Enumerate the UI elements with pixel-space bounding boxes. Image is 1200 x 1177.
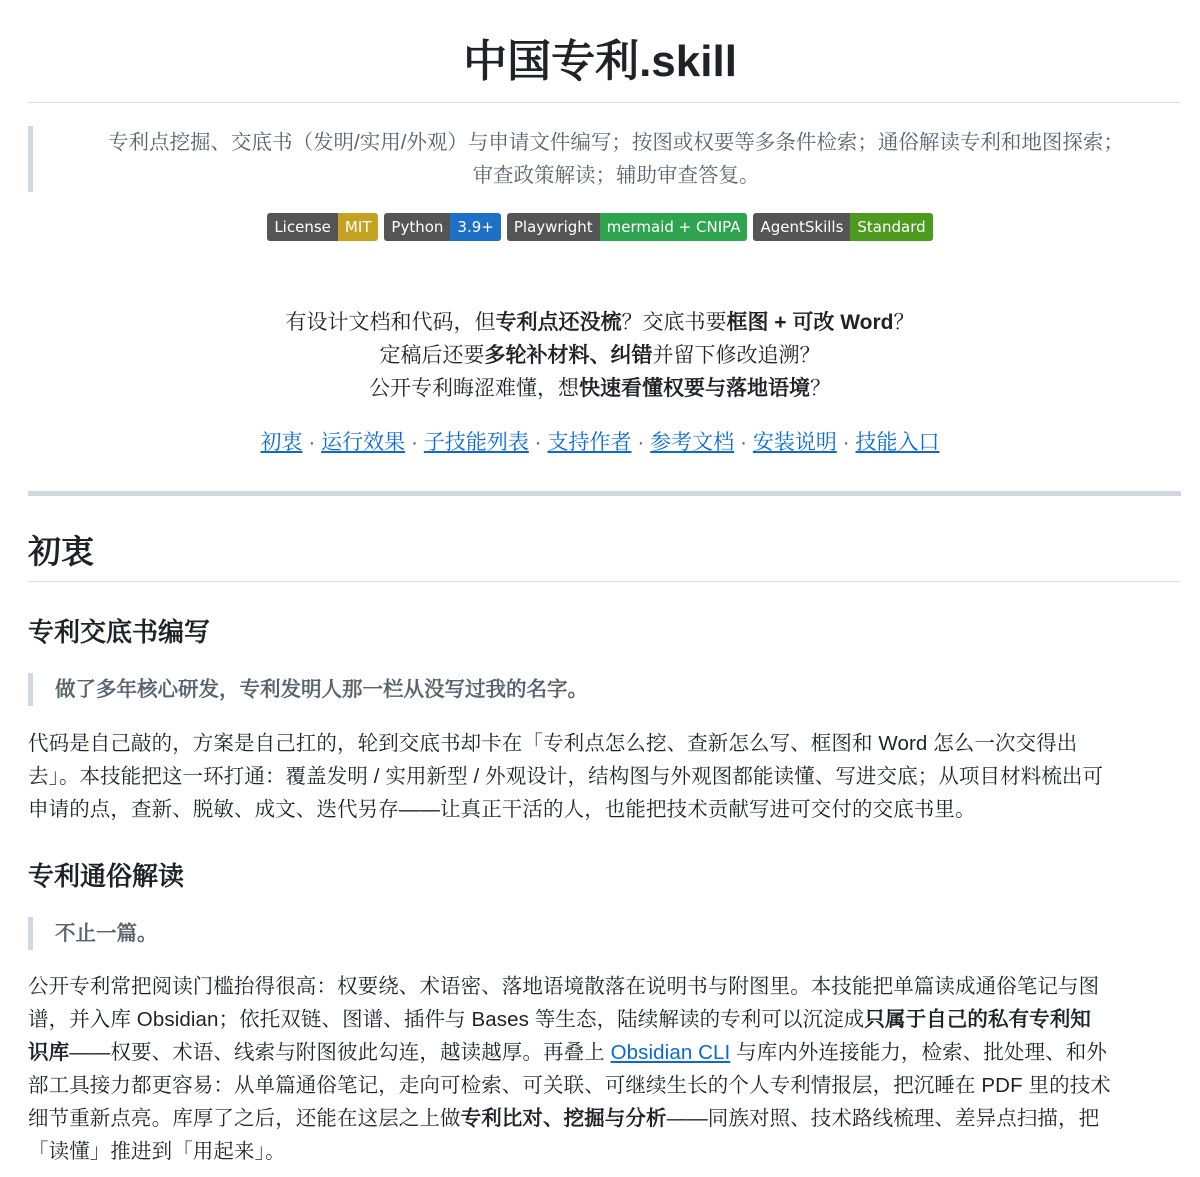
paragraph-line	[28, 1036, 1181, 1069]
paragraph-text: 谱，并入库 Obsidian；依托双链、图谱、插件与 Bases 等生态，陆续解读的专利可以沉淀成	[28, 1008, 865, 1031]
section-nav	[0, 426, 1200, 459]
badge-row	[0, 213, 1200, 241]
intro-text: 公开专利晦涩难懂，想	[369, 377, 579, 400]
interpretation-quote: 不止一篇。	[28, 917, 1181, 950]
nav-separator: ·	[302, 431, 322, 454]
intro-questions	[0, 306, 1200, 405]
intro-text: ？	[810, 377, 831, 400]
subheading-interpretation: 专利通俗解读	[28, 861, 185, 891]
nav-separator: ·	[734, 431, 753, 454]
section-divider	[28, 491, 1181, 496]
intro-text: ？交底书要	[621, 311, 727, 334]
intro-text: ？	[893, 311, 915, 334]
paragraph-text: ——同族对照、技术路线梳理、差异点扫描，把	[666, 1107, 1100, 1130]
agentskills-badge[interactable]	[753, 213, 932, 241]
paragraph-text: 与库内外连接能力，检索、批处理、和外	[730, 1041, 1107, 1064]
nav-link-install[interactable]: 安装说明	[752, 431, 837, 454]
paragraph-bold: 只属于自己的私有专利知	[864, 1008, 1091, 1031]
badge-value: Standard	[850, 213, 932, 241]
paragraph-line: 部工具接力都更容易：从单篇通俗笔记，走向可检索、可关联、可继续生长的个人专利情报层，把沉睡在 PDF 里的技术	[28, 1074, 1111, 1097]
paragraph-line	[28, 1003, 1181, 1036]
tagline-line-2: 审查政策解读；辅助审查答复。	[472, 164, 760, 187]
disclosure-quote: 做了多年核心研发，专利发明人那一栏从没写过我的名字。	[28, 673, 1181, 706]
nav-link-demo[interactable]: 运行效果	[321, 431, 406, 454]
paragraph-bold: 识库	[28, 1041, 70, 1064]
badge-value: mermaid + CNIPA	[600, 213, 748, 241]
intro-line-1	[0, 306, 1200, 339]
badge-label: Python	[384, 213, 450, 241]
badge-value: MIT	[338, 213, 379, 241]
nav-link-entry[interactable]: 技能入口	[855, 431, 940, 454]
intro-line-3	[0, 372, 1200, 405]
nav-link-subskills[interactable]: 子技能列表	[423, 431, 529, 454]
nav-link-motivation[interactable]: 初衷	[260, 431, 303, 454]
nav-link-references[interactable]: 参考文档	[650, 431, 735, 454]
subheading-disclosure: 专利交底书编写	[28, 617, 211, 647]
title-divider	[28, 102, 1181, 103]
playwright-badge[interactable]	[507, 213, 748, 241]
paragraph-line: 「读懂」推进到「用起来」。	[28, 1140, 286, 1163]
intro-bold: 多轮补材料、纠错	[484, 344, 653, 367]
paragraph-line: 去」。本技能把这一环打通：覆盖发明 / 实用新型 / 外观设计，结构图与外观图都能读懂、写进交底；从项目材料梳出可	[28, 765, 1104, 788]
paragraph-text: 细节重新点亮。库厚了之后，还能在这层之上做	[28, 1107, 461, 1130]
python-badge[interactable]	[384, 213, 500, 241]
nav-link-support[interactable]: 支持作者	[547, 431, 632, 454]
intro-text: 定稿后还要	[379, 344, 485, 367]
page-title: 中国专利.skill	[463, 37, 737, 86]
nav-separator: ·	[528, 431, 548, 454]
license-badge[interactable]	[267, 213, 378, 241]
intro-bold: 框图 + 可改 Word	[726, 311, 894, 334]
disclosure-paragraph	[28, 727, 1181, 826]
intro-text: 有设计文档和代码，但	[285, 311, 496, 334]
intro-bold: 专利点还没梳	[495, 311, 622, 334]
intro-text: 并留下修改追溯？	[652, 344, 821, 367]
badge-label: Playwright	[507, 213, 600, 241]
paragraph-line: 申请的点，查新、脱敏、成文、迭代另存——让真正干活的人，也能把技术贡献写进可交付的交底书里。	[28, 798, 976, 821]
badge-label: License	[267, 213, 338, 241]
paragraph-bold: 专利比对、挖掘与分析	[460, 1107, 667, 1130]
section-heading-motivation: 初衷	[28, 533, 94, 570]
nav-separator: ·	[631, 431, 651, 454]
nav-separator: ·	[836, 431, 856, 454]
intro-line-2	[0, 339, 1200, 372]
paragraph-line	[28, 1102, 1181, 1135]
heading-divider	[28, 581, 1181, 582]
nav-separator: ·	[405, 431, 424, 454]
paragraph-text: ——权要、术语、线索与附图彼此勾连，越读越厚。再叠上	[69, 1041, 611, 1064]
paragraph-line: 代码是自己敲的，方案是自己扛的，轮到交底书却卡在「专利点怎么挖、查新怎么写、框图和 Word 怎么一次交得出	[28, 732, 1078, 755]
badge-value: 3.9+	[450, 213, 500, 241]
paragraph-line: 公开专利常把阅读门槛抬得很高：权要绕、术语密、落地语境散落在说明书与附图里。本技能把单篇读成通俗笔记与图	[28, 975, 1100, 998]
obsidian-cli-link[interactable]: Obsidian CLI	[610, 1041, 731, 1064]
tagline-line-1: 专利点挖掘、交底书（发明/实用/外观）与申请文件编写；按图或权要等多条件检索；通俗解读专利和地图探索；	[108, 131, 1124, 154]
intro-bold: 快速看懂权要与落地语境	[579, 377, 810, 400]
badge-label: AgentSkills	[753, 213, 850, 241]
tagline-blockquote	[28, 126, 1181, 192]
interpretation-paragraph	[28, 970, 1181, 1168]
